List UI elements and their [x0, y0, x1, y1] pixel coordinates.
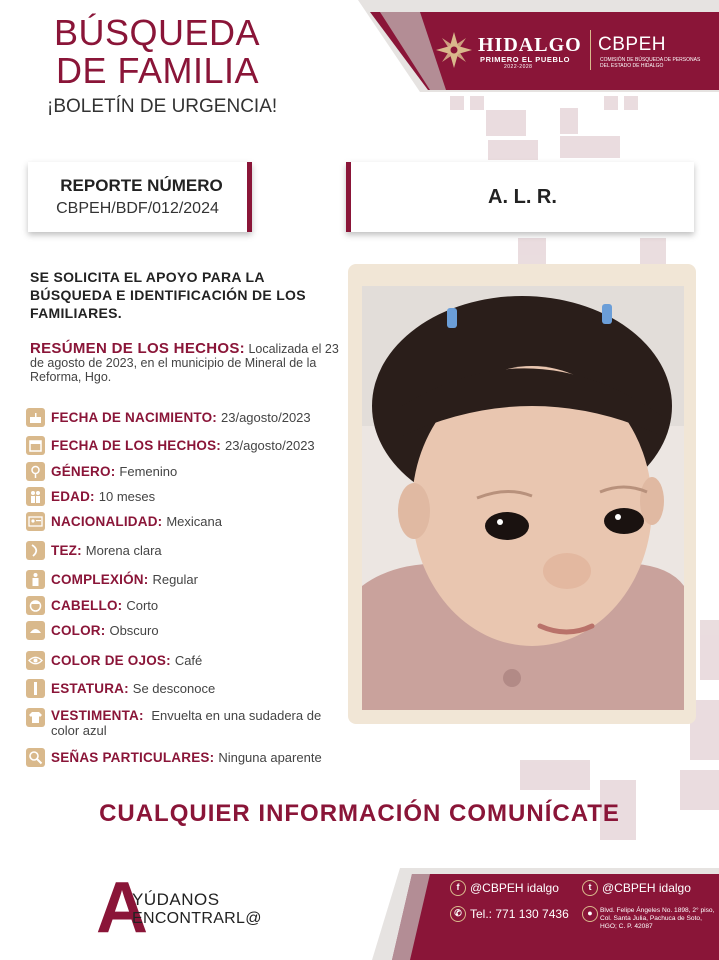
field-hair-color	[26, 619, 159, 641]
twitter-handle: @CBPEH idalgo	[602, 881, 691, 895]
field-label: EDAD:	[51, 488, 95, 504]
field-text	[51, 708, 346, 738]
logo-divider	[590, 30, 591, 70]
help-campaign-logo	[96, 868, 276, 948]
title-block	[38, 14, 318, 118]
person-photo	[362, 286, 684, 710]
skin-tone-icon	[26, 541, 45, 560]
logo-motto: PRIMERO EL PUEBLO	[480, 55, 571, 64]
field-value: Corto	[126, 597, 159, 613]
org-acronym: CBPEH	[598, 34, 666, 55]
field-value: 23/agosto/2023	[225, 437, 315, 453]
body-build-icon	[26, 570, 45, 589]
field-value: Regular	[152, 571, 198, 587]
help-logo-line2: ENCONTRARL@	[132, 910, 262, 927]
field-value: Mexicana	[166, 513, 222, 529]
field-build	[26, 568, 198, 590]
person-name-box	[346, 162, 694, 232]
location-pin-icon: ●	[582, 906, 598, 922]
field-nationality	[26, 510, 222, 532]
field-label: COLOR:	[51, 622, 106, 638]
phone-icon: ✆	[450, 906, 466, 922]
field-label: GÉNERO:	[51, 463, 116, 479]
magnifier-icon	[26, 748, 45, 767]
field-label: COLOR DE OJOS:	[51, 652, 171, 668]
facebook-handle: @CBPEH idalgo	[470, 881, 559, 895]
summary-label: RESÚMEN DE LOS HECHOS:	[30, 340, 245, 357]
field-value: Ninguna aparente	[218, 749, 322, 765]
office-address: Blvd. Felipe Ángeles No. 1898, 2° piso, Col. Santa Julia, Pachuca de Soto, HGO; C. P. 42087	[600, 907, 715, 930]
summary-text: Localizada el 23 de agosto de 2023, en el municipio de Mineral de la Reforma, Hgo.	[30, 342, 339, 384]
eye-icon	[26, 651, 45, 670]
facebook-icon: f	[450, 880, 466, 896]
field-label: FECHA DE NACIMIENTO:	[51, 409, 217, 425]
twitter-icon: t	[582, 880, 598, 896]
page-title-line1: BÚSQUEDA	[54, 12, 261, 53]
people-icon	[26, 487, 45, 506]
calendar-icon	[26, 436, 45, 455]
field-eye-color	[26, 649, 202, 671]
page-title-line2: DE FAMILIA	[56, 50, 260, 91]
hair-color-icon	[26, 621, 45, 640]
contact-call-to-action: CUALQUIER INFORMACIÓN COMUNÍCATE	[99, 800, 620, 827]
field-value: 10 meses	[98, 488, 156, 504]
field-skin-tone	[26, 539, 162, 561]
phone-contact[interactable]	[450, 906, 569, 922]
help-logo-line1: YÚDANOS	[132, 890, 220, 909]
field-label: FECHA DE LOS HECHOS:	[51, 437, 222, 453]
shirt-icon	[26, 708, 45, 727]
support-request: SE SOLICITA EL APOYO PARA LA BÚSQUEDA E IDENTIFICACIÓN DE LOS FAMILIARES.	[30, 269, 306, 321]
org-name: COMISIÓN DE BÚSQUEDA DE PERSONAS DEL ESTADO DE HIDALGO	[600, 57, 701, 69]
field-hair	[26, 594, 158, 616]
field-value: Obscuro	[109, 622, 159, 638]
facebook-contact[interactable]	[450, 880, 559, 896]
field-label: TEZ:	[51, 542, 82, 558]
urgency-subtitle: ¡BOLETÍN DE URGENCIA!	[47, 96, 278, 117]
report-label: REPORTE NÚMERO	[60, 176, 223, 195]
field-label: SEÑAS PARTICULARES:	[51, 749, 215, 765]
flower-emblem-icon	[436, 32, 472, 68]
field-height	[26, 677, 215, 699]
gender-icon	[26, 462, 45, 481]
government-logo	[432, 28, 712, 80]
ruler-icon	[26, 679, 45, 698]
field-label: CABELLO:	[51, 597, 123, 613]
field-value: Morena clara	[85, 542, 162, 558]
field-age	[26, 485, 155, 507]
facts-summary	[30, 342, 348, 384]
field-label: VESTIMENTA:	[51, 708, 144, 723]
hair-icon	[26, 596, 45, 615]
birthday-cake-icon	[26, 408, 45, 427]
field-clothing	[26, 708, 346, 738]
field-label: COMPLEXIÓN:	[51, 571, 149, 587]
phone-number: Tel.: 771 130 7436	[470, 907, 569, 921]
logo-years: 2022-2028	[504, 64, 533, 70]
report-number-box	[28, 162, 252, 232]
person-name: A. L. R.	[488, 186, 557, 208]
field-value: Envuelta en una sudadera de color azul	[51, 708, 322, 738]
help-logo-letter: A	[96, 868, 148, 948]
field-distinguishing-marks	[26, 746, 322, 768]
twitter-contact[interactable]	[582, 880, 691, 896]
field-label: ESTATURA:	[51, 680, 129, 696]
field-event-date	[26, 434, 315, 456]
field-birth-date	[26, 406, 311, 428]
location-contact	[582, 906, 602, 922]
field-gender	[26, 460, 177, 482]
report-number: CBPEH/BDF/012/2024	[56, 200, 219, 217]
id-card-icon	[26, 512, 45, 531]
field-value: Se desconoce	[132, 680, 216, 696]
logo-state-name: HIDALGO	[478, 34, 582, 56]
field-value: Café	[174, 652, 203, 668]
field-label: NACIONALIDAD:	[51, 513, 163, 529]
field-value: 23/agosto/2023	[221, 409, 311, 425]
field-value: Femenino	[119, 463, 178, 479]
child-portrait-illustration	[362, 286, 684, 710]
